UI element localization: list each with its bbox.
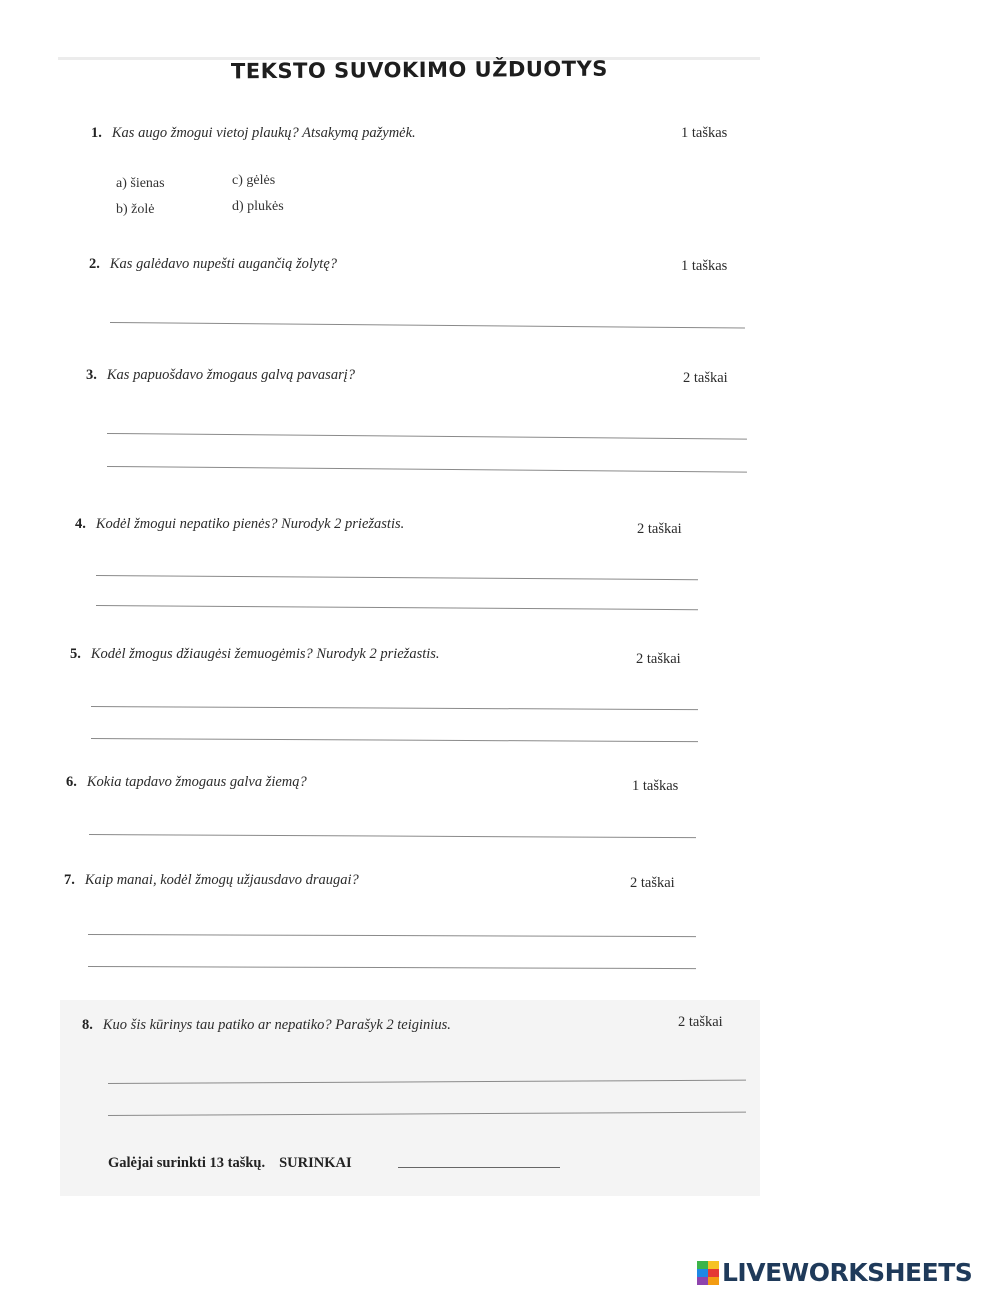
- liveworksheets-wordmark: LIVEWORKSHEETS: [722, 1258, 973, 1287]
- total-score-label: SURINKAI: [279, 1155, 352, 1171]
- option-a[interactable]: a) šienas: [116, 176, 165, 191]
- answer-line-6[interactable]: [89, 834, 696, 838]
- question-6-points: 1 taškas: [632, 778, 679, 794]
- answer-line-4a[interactable]: [96, 575, 698, 580]
- liveworksheets-brand: [697, 1258, 972, 1287]
- question-1-points: 1 taškas: [681, 125, 728, 141]
- question-1: 1. Kas augo žmogui vietoj plaukų? Atsakymą pažymėk.: [91, 125, 416, 141]
- answer-line-5a[interactable]: [91, 706, 698, 710]
- question-8-points: 2 taškai: [678, 1014, 723, 1030]
- question-7-points: 2 taškai: [630, 875, 675, 891]
- question-8: 8. Kuo šis kūrinys tau patiko ar nepatiko? Parašyk 2 teiginius.: [82, 1017, 451, 1033]
- question-3-points: 2 taškai: [683, 370, 728, 386]
- question-3: 3. Kas papuošdavo žmogaus galvą pavasarį?: [86, 367, 355, 383]
- liveworksheets-logo-icon: [697, 1261, 719, 1285]
- question-6: 6. Kokia tapdavo žmogaus galva žiemą?: [66, 774, 307, 790]
- answer-line-2[interactable]: [110, 322, 745, 329]
- total-score-text: Galėjai surinkti 13 taškų. SURINKAI: [108, 1155, 352, 1171]
- option-d[interactable]: d) plukės: [232, 199, 284, 214]
- option-b[interactable]: b) žolė: [116, 202, 155, 217]
- question-2-points: 1 taškas: [681, 258, 728, 274]
- answer-line-7a[interactable]: [88, 934, 696, 937]
- total-score-input-line[interactable]: [398, 1167, 560, 1168]
- question-5: 5. Kodėl žmogus džiaugėsi žemuogėmis? Nurodyk 2 priežastis.: [70, 646, 440, 662]
- answer-line-7b[interactable]: [88, 966, 696, 969]
- answer-line-3b[interactable]: [107, 466, 747, 473]
- question-5-points: 2 taškai: [636, 651, 681, 667]
- answer-line-5b[interactable]: [91, 738, 698, 742]
- page-title: TEKSTO SUVOKIMO UŽDUOTYS: [230, 56, 608, 84]
- answer-line-4b[interactable]: [96, 605, 698, 610]
- question-4-points: 2 taškai: [637, 521, 682, 537]
- question-4: 4. Kodėl žmogui nepatiko pienės? Nurodyk 2 priežastis.: [75, 516, 405, 532]
- option-c[interactable]: c) gėlės: [232, 173, 276, 188]
- question-7: 7. Kaip manai, kodėl žmogų užjausdavo draugai?: [64, 872, 359, 888]
- answer-line-3a[interactable]: [107, 433, 747, 440]
- question-2: 2. Kas galėdavo nupešti augančią žolytę?: [89, 256, 338, 272]
